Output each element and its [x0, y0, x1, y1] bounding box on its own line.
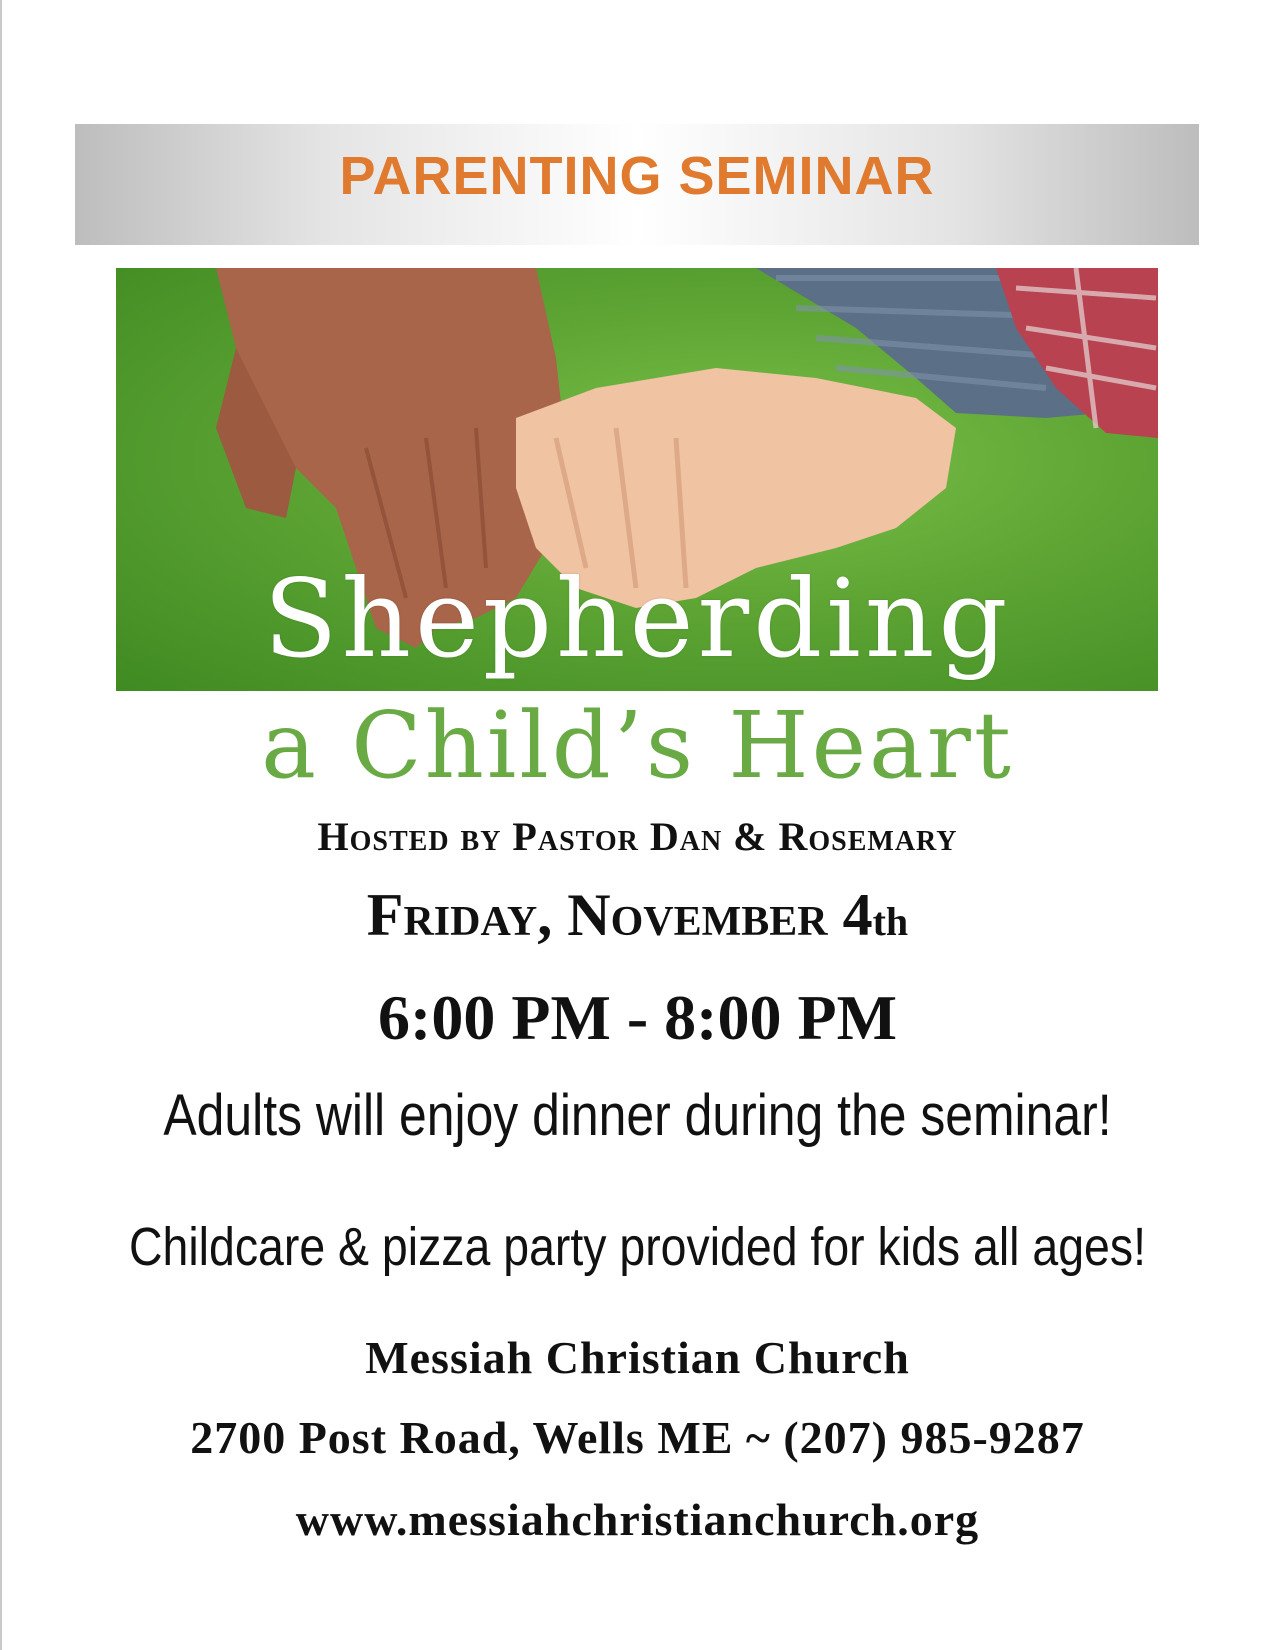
seminar-banner: [75, 124, 1199, 245]
church-name: Messiah Christian Church: [365, 1332, 910, 1383]
event-date-main: Friday, November 4: [366, 882, 873, 948]
event-time: 6:00 PM - 8:00 PM: [378, 982, 897, 1053]
hosted-by-text: Hosted by Pastor Dan & Rosemary: [317, 814, 958, 859]
banner-title: PARENTING SEMINAR: [339, 145, 935, 206]
adults-note: Adults will enjoy dinner during the seminar!: [163, 1083, 1112, 1148]
childcare-note: Childcare & pizza party provided for kids all ages!: [128, 1217, 1147, 1277]
event-date-suffix: th: [872, 899, 909, 944]
book-title-line1: Shepherding: [263, 557, 1012, 682]
event-date: [0, 882, 1275, 948]
church-address: 2700 Post Road, Wells ME ~ (207) 985-9287: [190, 1412, 1085, 1463]
book-title-line2: a Child’s Heart: [261, 692, 1014, 799]
church-website[interactable]: www.messiahchristianchurch.org: [295, 1494, 980, 1545]
